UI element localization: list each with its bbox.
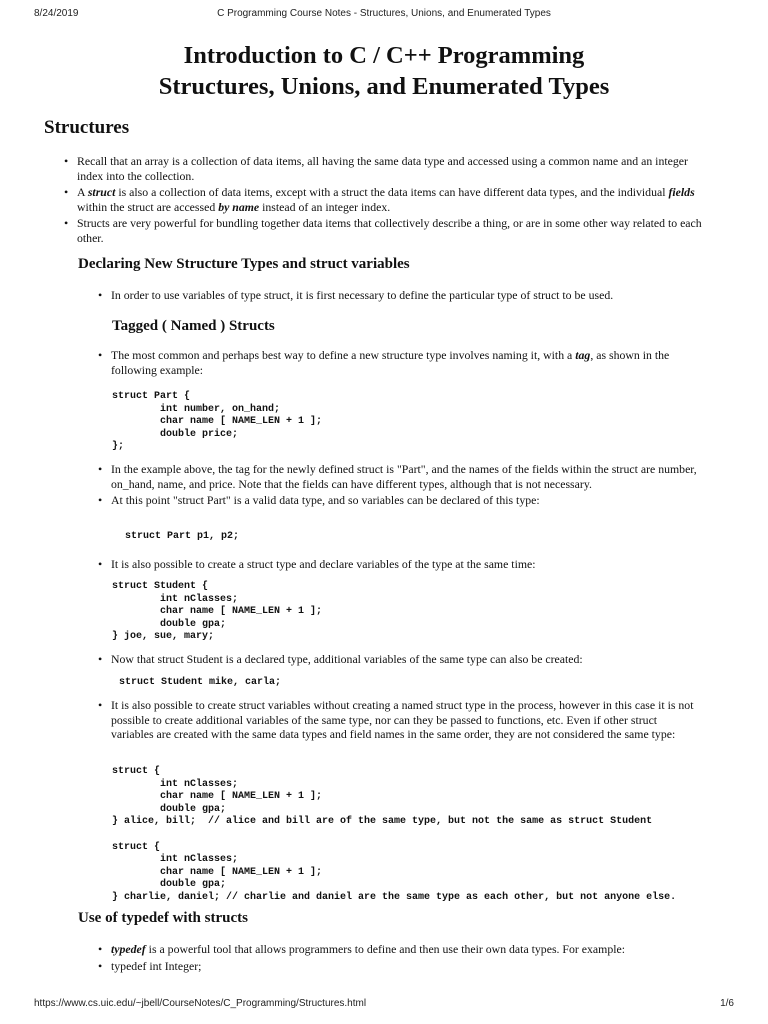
list-item	[98, 348, 708, 377]
section-heading-structures: Structures	[44, 117, 130, 138]
title-line-1: Introduction to C / C++ Programming	[183, 42, 585, 69]
print-url: https://www.cs.uic.edu/~jbell/CourseNotes/C_Programming/Structures.html	[34, 998, 367, 1009]
term-by-name: by name	[218, 199, 260, 214]
tagged-list-3	[98, 557, 708, 574]
list-item	[98, 959, 708, 974]
list-item-text: In the example above, the tag for the newly defined struct is "Part", and the names of the fields within the struct are number, on_hand, name, and price. Note that the fields can have different types, although that is not necessary.	[111, 462, 697, 491]
code-block-student-vars: struct Student mike, carla;	[119, 677, 282, 688]
list-item-text: A	[77, 185, 88, 199]
list-item-text: , as shown in the following example:	[111, 348, 670, 377]
tagged-list-2	[98, 462, 708, 510]
subheading-typedef: Use of typedef with structs	[78, 910, 248, 926]
code-block-anonymous-structs: struct { int nClasses; char name [ NAME_LEN + 1 ]; double gpa; } alice, bill; // alice and bill are of the same type, but not the same as struct Student struct { int nClasses; char name [ NAME_LEN + 1 ]; double gpa; } charlie, daniel; // charlie and daniel are the same type as each other, but not anyone else.	[112, 766, 677, 903]
list-item-text: In order to use variables of type struct, it is first necessary to define the particular type of struct to be used.	[111, 288, 614, 302]
tagged-list-4	[98, 652, 708, 669]
list-item-text: is a powerful tool that allows programmers to define and then use their own data types. For example:	[145, 942, 626, 956]
list-item-text: Structs are very powerful for bundling together data items that collectively describe a thing, or are in some other way related to each other.	[77, 216, 702, 245]
typedef-list	[98, 942, 708, 975]
print-header	[34, 8, 734, 24]
title-line-2: Structures, Unions, and Enumerated Types	[158, 73, 610, 100]
term-fields: fields	[668, 185, 695, 199]
list-item-text: is also a collection of data items, except with a struct the data items can have different data types, and the individual	[115, 185, 669, 199]
list-item-text: At this point "struct Part" is a valid data type, and so variables can be declared of this type:	[111, 493, 540, 507]
list-item	[98, 942, 708, 957]
list-item	[98, 462, 708, 491]
print-footer	[34, 998, 734, 1014]
code-block-student: struct Student { int nClasses; char name [ NAME_LEN + 1 ]; double gpa; } joe, sue, mary;	[112, 581, 323, 643]
print-doc-title: C Programming Course Notes - Structures, Unions, and Enumerated Types	[217, 8, 551, 19]
list-item-text: Now that struct Student is a declared type, additional variables of the same type can also be created:	[111, 652, 583, 666]
list-item-text: Recall that an array is a collection of data items, all having the same data type and accessed using a common name and an integer index into the collection.	[77, 154, 688, 183]
subheading-declaring: Declaring New Structure Types and struct variables	[78, 256, 410, 272]
list-item	[98, 288, 708, 303]
list-item-text: The most common and perhaps best way to define a new structure type involves naming it, with a	[111, 348, 576, 362]
list-item	[64, 154, 704, 183]
term-typedef: typedef	[111, 942, 146, 956]
term-struct: struct	[87, 185, 116, 199]
code-block-part: struct Part { int number, on_hand; char name [ NAME_LEN + 1 ]; double price; };	[112, 391, 323, 453]
page-number: 1/6	[720, 998, 734, 1009]
term-tag: tag	[575, 348, 591, 362]
tagged-list-5	[98, 698, 694, 744]
list-item	[64, 185, 704, 214]
declaring-list	[98, 288, 708, 305]
list-item	[98, 652, 708, 667]
structures-list	[64, 154, 704, 247]
list-item-text: typedef int Integer;	[111, 958, 202, 973]
list-item-text: instead of an integer index.	[259, 199, 391, 214]
list-item	[98, 493, 708, 508]
code-block-part-vars: struct Part p1, p2;	[125, 531, 240, 542]
tagged-list-1	[98, 348, 708, 379]
list-item-text: It is also possible to create struct variables without creating a named struct type in the process, however in this case it is not possible to create additional variables of the same type, nor can they be passed to functions, etc. Even if other struct variables are created with the same data types and field names in the same order, they are not considered the same type:	[111, 698, 694, 741]
subheading-tagged-structs: Tagged ( Named ) Structs	[112, 318, 275, 334]
list-item-text: It is also possible to create a struct type and declare variables of the type at the same time:	[111, 557, 536, 571]
print-date: 8/24/2019	[34, 8, 79, 19]
list-item	[98, 698, 694, 742]
list-item	[64, 216, 704, 245]
page-title	[34, 40, 734, 102]
list-item-text: within the struct are accessed	[77, 199, 219, 214]
list-item	[98, 557, 708, 572]
